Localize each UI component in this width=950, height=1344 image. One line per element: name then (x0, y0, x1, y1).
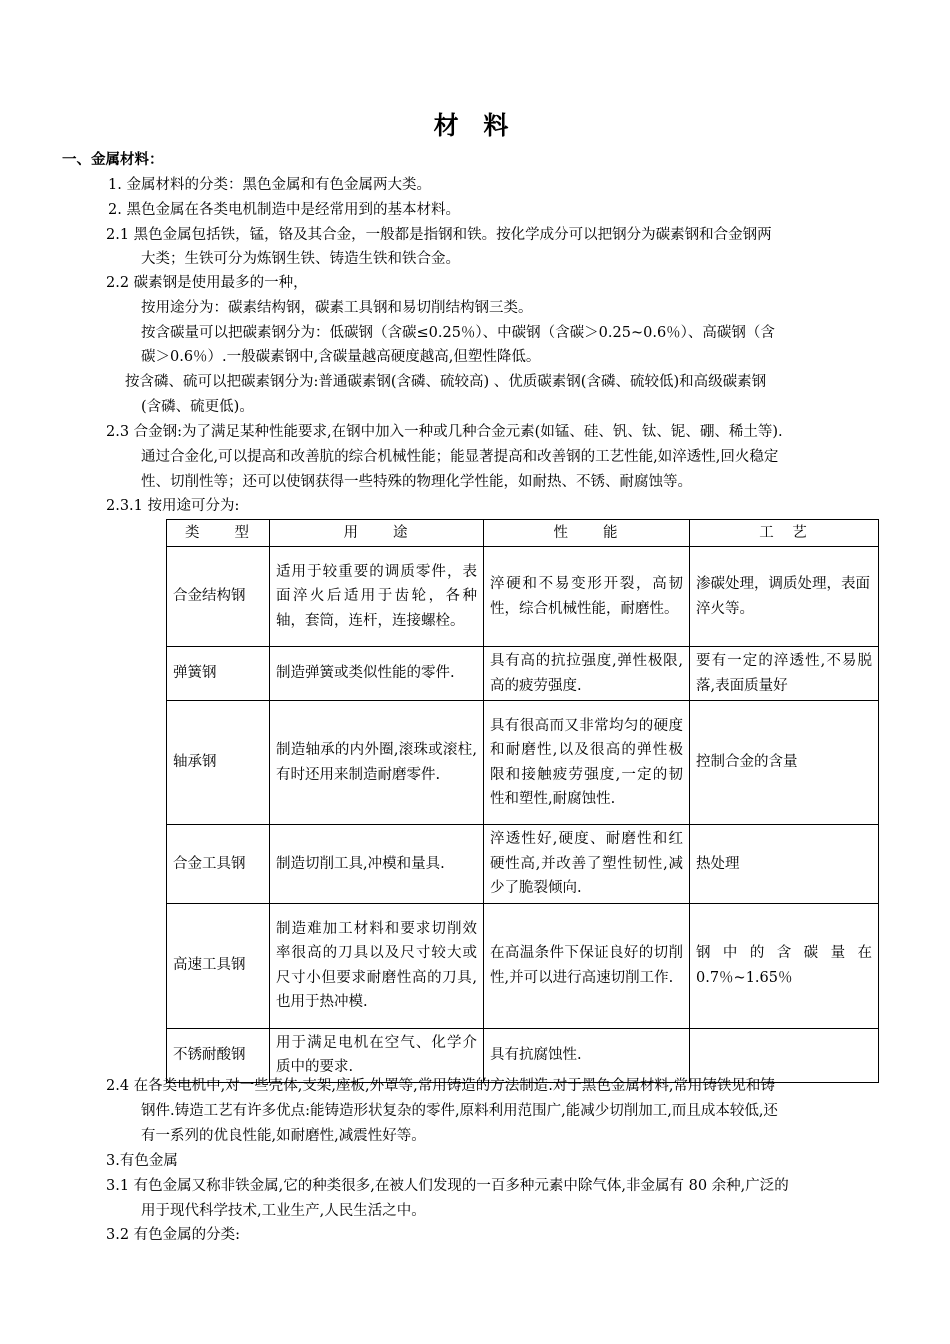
table-row (167, 825, 879, 904)
cell-type: 轴承钢 (167, 701, 270, 825)
cell-process (690, 1028, 879, 1082)
alloy-steel-table (166, 519, 879, 1083)
cell-performance: 淬硬和不易变形开裂，高韧性，综合机械性能，耐磨性。 (484, 547, 690, 647)
paragraph-2-4-line2: 钢件.铸造工艺有许多优点:能铸造形状复杂的零件,原料利用范围广,能减少切削加工,而且成本较低,还 (141, 1103, 778, 1119)
paragraph-2: 2. 黑色金属在各类电机制造中是经常用到的基本材料。 (108, 202, 460, 218)
table-row (167, 903, 879, 1028)
paragraph-2-2-carbon-line1: 按含碳量可以把碳素钢分为：低碳钢（含碳≤0.25％）、中碳钢（含碳＞0.25~0.6％）、高碳钢（含 (141, 325, 775, 341)
cell-process: 钢中的含碳量在0.7％~1.65％ (690, 903, 879, 1028)
header-type: 类 型 (167, 520, 270, 547)
table-row (167, 547, 879, 647)
cell-performance: 在高温条件下保证良好的切削性,并可以进行高速切削工作. (484, 903, 690, 1028)
paragraph-2-2-carbon-line2: 碳＞0.6％）.一般碳素钢中,含碳量越高硬度越高,但塑性降低。 (141, 349, 541, 365)
cell-use: 制造难加工材料和要求切削效率很高的刀具以及尺寸较大或尺寸小但要求耐磨性高的刀具,也用于热冲模. (270, 903, 484, 1028)
cell-type: 高速工具钢 (167, 903, 270, 1028)
cell-use: 制造切削工具,冲模和量具. (270, 825, 484, 904)
paragraph-3-2: 3.2 有色金属的分类: (106, 1227, 241, 1243)
paragraph-2-3-line1: 2.3 合金钢:为了满足某种性能要求,在钢中加入一种或几种合金元素(如锰、硅、钒、钛、铌、硼、稀土等). (106, 424, 783, 440)
paragraph-2-4-line1: 2.4 在各类电机中,对一些壳体,支架,座板,外罩等,常用铸造的方法制造.对于黑色金属材料,常用铸铁见和铸 (106, 1078, 775, 1094)
paragraph-2-4-line3: 有一系列的优良性能,如耐磨性,减震性好等。 (141, 1128, 426, 1144)
cell-type: 弹簧钢 (167, 647, 270, 701)
cell-use: 制造轴承的内外圈,滚珠或滚柱,有时还用来制造耐磨零件. (270, 701, 484, 825)
table-row (167, 701, 879, 825)
paragraph-2-3-1: 2.3.1 按用途可分为: (106, 498, 240, 514)
paragraph-3-1-line2: 用于现代科学技术,工业生产,人民生活之中。 (141, 1203, 426, 1219)
cell-performance: 具有很高而又非常均匀的硬度和耐磨性,以及很高的弹性极限和接触疲劳强度,一定的韧性和塑性,耐腐蚀性. (484, 701, 690, 825)
paragraph-2-2-use: 按用途分为：碳素结构钢，碳素工具钢和易切削结构钢三类。 (141, 300, 533, 316)
paragraph-2-2: 2.2 碳素钢是使用最多的一种， (106, 275, 308, 291)
cell-use: 制造弹簧或类似性能的零件. (270, 647, 484, 701)
cell-performance: 淬透性好,硬度、耐磨性和红硬性高,并改善了塑性韧性,减少了脆裂倾向. (484, 825, 690, 904)
cell-type: 合金结构钢 (167, 547, 270, 647)
paragraph-1: 1. 金属材料的分类：黑色金属和有色金属两大类。 (108, 177, 431, 193)
cell-performance: 具有抗腐蚀性. (484, 1028, 690, 1082)
header-use: 用 途 (270, 520, 484, 547)
paragraph-2-1-line2: 大类；生铁可分为炼钢生铁、铸造生铁和铁合金。 (141, 251, 460, 267)
paragraph-2-2-phosphorus-line2: (含磷、硫更低)。 (141, 399, 254, 415)
cell-process: 控制合金的含量 (690, 701, 879, 825)
cell-use: 用于满足电机在空气、化学介质中的要求. (270, 1028, 484, 1082)
table-row (167, 1028, 879, 1082)
paragraph-2-1-line1: 2.1 黑色金属包括铁，锰，铬及其合金，一般都是指钢和铁。按化学成分可以把钢分为碳素钢和合金钢两 (106, 227, 772, 243)
cell-process: 渗碳处理，调质处理，表面淬火等。 (690, 547, 879, 647)
cell-use: 适用于较重要的调质零件，表面淬火后适用于齿轮，各种轴，套筒，连杆，连接螺栓。 (270, 547, 484, 647)
cell-type: 合金工具钢 (167, 825, 270, 904)
paragraph-3-1-line1: 3.1 有色金属又称非铁金属,它的种类很多,在被人们发现的一百多种元素中除气体,非金属有 80 余种,广泛的 (106, 1178, 789, 1194)
header-performance: 性 能 (484, 520, 690, 547)
cell-process: 热处理 (690, 825, 879, 904)
paragraph-2-3-line3: 性、切削性等；还可以使钢获得一些特殊的物理化学性能，如耐热、不锈、耐腐蚀等。 (141, 474, 692, 490)
section-heading-metal: 一、金属材料： (62, 151, 164, 168)
cell-performance: 具有高的抗拉强度,弹性极限,高的疲劳强度. (484, 647, 690, 701)
table-header-row (167, 520, 879, 547)
section-heading-nonferrous: 3.有色金属 (106, 1153, 178, 1169)
table-row (167, 647, 879, 701)
paragraph-2-2-phosphorus-line1: 按含磷、硫可以把碳素钢分为:普通碳素钢(含磷、硫较高) 、优质碳素钢(含磷、硫较低)和高级碳素钢 (125, 374, 767, 390)
page-title: 材 料 (433, 111, 517, 140)
paragraph-2-3-line2: 通过合金化,可以提高和改善肮的综合机械性能；能显著提高和改善钢的工艺性能,如淬透性,回火稳定 (141, 449, 779, 465)
header-process: 工 艺 (690, 520, 879, 547)
cell-type: 不锈耐酸钢 (167, 1028, 270, 1082)
cell-process: 要有一定的淬透性,不易脱落,表面质量好 (690, 647, 879, 701)
